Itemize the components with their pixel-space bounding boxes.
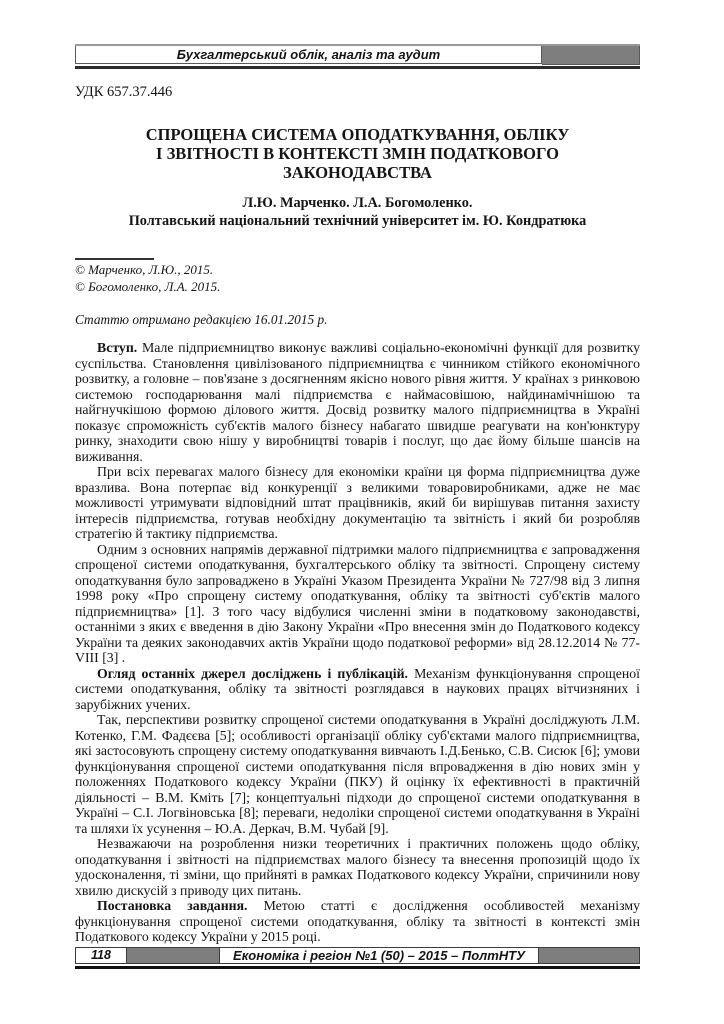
article-title-line: І ЗВІТНОСТІ В КОНТЕКСТІ ЗМІН ПОДАТКОВОГО <box>156 144 559 163</box>
paragraph-text: При всіх перевагах малого бізнесу для економіки країни ця форма підприємництва дуже вразлива. Вона потерпає від конкуренції з великими товаровиробниками, адже не має можливості утримувати відповідний штат працівників, який би вирішував питання захисту інтересів підприємства, готував необхідну документацію та звітність і який би розробляв стратегію й тактику підприємства. <box>75 464 640 541</box>
paragraph-lead: Постановка завдання. <box>97 898 248 913</box>
copyright-block <box>75 258 640 295</box>
article-title-line: СПРОЩЕНА СИСТЕМА ОПОДАТКУВАННЯ, ОБЛІКУ <box>145 125 570 144</box>
paragraph-intro <box>75 340 640 464</box>
paragraph <box>75 836 640 898</box>
paragraph-text: Незважаючи на розроблення низки теоретичних і практичних положень щодо обліку, оподаткування і звітності на підприємствах малого бізнесу та внесення пропозицій щодо їх удосконалення, ті зміни, що прийняті в рамках Податкового кодексу України, спричинили нову хвилю дискусій з приводу цих питань. <box>75 836 640 898</box>
footer-gray-block-right <box>539 947 640 964</box>
authors: Л.Ю. Марченко. Л.А. Богомоленко. <box>242 195 473 211</box>
paragraph-task-statement <box>75 898 640 945</box>
byline <box>75 195 640 230</box>
footer-rule <box>75 966 640 969</box>
running-head-row <box>75 44 640 65</box>
page-number: 118 <box>75 947 127 964</box>
article-title-line: ЗАКОНОДАВСТВА <box>283 163 432 182</box>
header-rule <box>75 66 640 69</box>
paragraph-sources-review <box>75 666 640 713</box>
page-footer <box>75 947 640 969</box>
header-gray-block <box>542 46 640 65</box>
paragraph-text: Механізм функціонування спрощеної системи оподаткування, обліку та звітності розглядався в наукових працях вітчизняних і зарубіжних учених. <box>75 665 640 712</box>
paragraph <box>75 712 640 836</box>
footer-row <box>75 947 640 964</box>
copyright-line: © Богомоленко, Л.А. 2015. <box>75 278 221 294</box>
received-date: Статтю отримано редакцією 16.01.2015 р. <box>75 312 328 327</box>
paragraph <box>75 464 640 542</box>
copyright-line: © Марченко, Л.Ю., 2015. <box>75 262 214 277</box>
affiliation: Полтавський національний технічний університет ім. Ю. Кондратюка <box>128 212 587 229</box>
section-title: Бухгалтерський облік, аналіз та аудит <box>75 46 542 64</box>
article-title <box>75 125 640 182</box>
paragraph <box>75 542 640 666</box>
paragraph-lead: Вступ. <box>97 340 138 355</box>
paragraph-text: Одним з основних напрямів державної підтримки малого підприємництва є запровадження спрощеної системи оподаткування, бухгалтерського обліку та звітності. Спрощену систему оподаткування було запроваджено в Україні Указом Президента України № 727/98 від 3 липня 1998 року «Про спрощену систему оподаткування, обліку та звітності суб'єктів малого підприємництва» [1]. З того часу відбулися численні зміни в податковому законодавстві, останніми з яких є введення в дію Закону України «Про внесення змін до Податкового кодексу України та деяких законодавчих актів України щодо податкової реформи» від 28.12.2014 № 77-VIII [3] . <box>75 541 640 665</box>
running-head <box>75 44 640 69</box>
paragraph-text: Мале підприємництво виконує важливі соціально-економічні функції для розвитку суспільства. Становлення цивілізованого підприємництва є чинником стійкого економічного розвитку, а головне – пов'язане з досягненням якісно нового рівня життя. У країнах з ринковою системою господарювання малі підприємства є наймасовішою, найдинамічнішою та найгнучкішою формою ділового життя. Досвід розвитку малого підприємництва в Україні показує спроможність суб'єктів малого бізнесу набагато швидше реагувати на кон'юнктуру ринку, знаходити свою нішу у виробництві товарів і послуг, що дає йому більше шансів на виживання. <box>75 340 640 464</box>
footer-gray-block-left <box>127 947 220 964</box>
udc-code: УДК 657.37.446 <box>75 84 173 100</box>
journal-title: Економіка і регіон №1 (50) – 2015 – ПолтНТУ <box>220 947 539 964</box>
article-body <box>75 340 640 945</box>
paragraph-text: Так, перспективи розвитку спрощеної системи оподаткування в Україні досліджують Л.М. Котенко, Г.М. Фадєєва [5]; особливості організації обліку суб'єктами малого підприємництва, які застосовують спрощену систему оподаткування вивчають І.Д.Бенько, С.В. Сисюк [6]; умови функціонування спрощеної системи оподаткування після впровадження в дію нових змін у положеннях Податкового кодексу України (ПКУ) й оцінку їх ефективності в практичній діяльності – В.М. Кміть [7]; концептуальні підходи до спрощеної системи оподаткування в Україні – С.І. Логвіновська [8]; переваги, недоліки спрощеної системи оподаткування в Україні та шляхи їх усунення – Ю.А. Деркач, В.М. Чубай [9]. <box>75 712 640 836</box>
footnote-separator <box>75 258 154 260</box>
paragraph-text: Метою статті є дослідження особливостей механізму функціонування спрощеної системи оподаткування, обліку та звітності в контексті змін Податкового кодексу України у 2015 році. <box>75 898 640 944</box>
paragraph-lead: Огляд останніх джерел досліджень і публікацій. <box>97 665 408 681</box>
